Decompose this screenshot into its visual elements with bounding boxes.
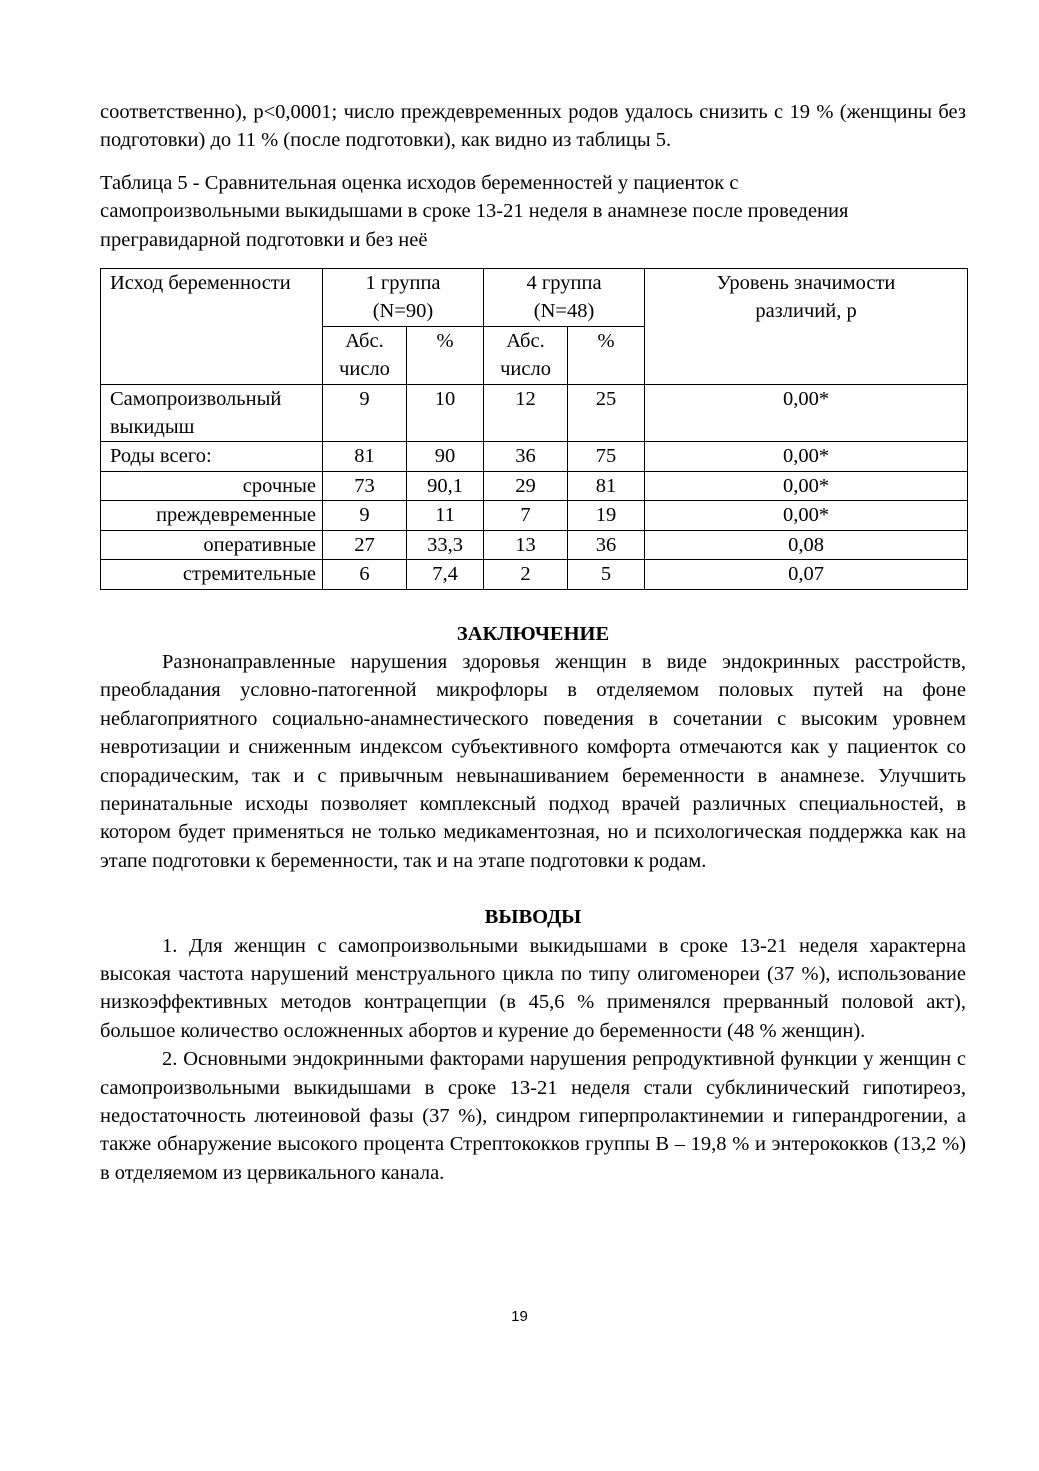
table-row (101, 384, 968, 442)
cell-g1-pct: 11 (407, 501, 484, 530)
cell-p: 0,00* (645, 471, 968, 500)
row-label: стремительные (101, 560, 323, 589)
cell-p: 0,08 (645, 530, 968, 559)
cell-g1-abs: 9 (323, 384, 407, 442)
cell-g4-abs: 36 (484, 442, 568, 471)
cell-p: 0,07 (645, 560, 968, 589)
page-number: 19 (511, 1308, 528, 1325)
conclusion-heading: ЗАКЛЮЧЕНИЕ (456, 622, 610, 645)
cell-g4-abs: 2 (484, 560, 568, 589)
sub-abs-group1: Абс. число (323, 326, 407, 384)
cell-g4-pct: 19 (568, 501, 645, 530)
cell-g1-pct: 10 (407, 384, 484, 442)
cell-g4-abs: 12 (484, 384, 568, 442)
cell-g1-abs: 73 (323, 471, 407, 500)
cell-g4-pct: 36 (568, 530, 645, 559)
finding-1: 1. Для женщин с самопроизвольными выкидышами в сроке 13-21 неделя характерна высокая частота нарушений менструального цикла по типу олигоменореи (37 %), использование низкоэффективных методов контрацепции (в 45,6 % применялся прерванный половой акт), большое количество осложненных абортов и курение до беременности (48 % женщин). (100, 934, 966, 1042)
row-label: преждевременные (101, 501, 323, 530)
cell-g4-pct: 75 (568, 442, 645, 471)
table-row (101, 560, 968, 589)
cell-g4-pct: 81 (568, 471, 645, 500)
table-header-row (101, 269, 968, 327)
row-label: Роды всего: (101, 442, 323, 471)
header-significance: Уровень значимости различий, р (645, 269, 968, 385)
sub-pct-group4: % (568, 326, 645, 384)
header-outcome: Исход беременности (101, 269, 323, 385)
cell-p: 0,00* (645, 442, 968, 471)
table-caption: Таблица 5 - Сравнительная оценка исходов беременностей у пациенток с самопроизвольными выкидышами в сроке 13-21 неделя в анамнезе после проведения прегравидарной подготовки и без неё (100, 171, 849, 251)
table-row (101, 501, 968, 530)
cell-g1-pct: 33,3 (407, 530, 484, 559)
table-row (101, 530, 968, 559)
cell-g1-abs: 9 (323, 501, 407, 530)
row-label: оперативные (101, 530, 323, 559)
cell-p: 0,00* (645, 501, 968, 530)
sub-abs-group4: Абс. число (484, 326, 568, 384)
cell-g4-abs: 29 (484, 471, 568, 500)
table-row (101, 442, 968, 471)
intro-paragraph: соответственно), p<0,0001; число преждевременных родов удалось снизить с 19 % (женщины без подготовки) до 11 % (после подготовки), как видно из таблицы 5. (100, 101, 966, 152)
header-group1: 1 группа (N=90) (323, 269, 484, 327)
row-label: срочные (101, 471, 323, 500)
cell-g1-abs: 6 (323, 560, 407, 589)
findings-heading: ВЫВОДЫ (484, 906, 582, 929)
header-group4: 4 группа (N=48) (484, 269, 645, 327)
cell-g1-pct: 90,1 (407, 471, 484, 500)
cell-g1-pct: 90 (407, 442, 484, 471)
cell-g4-abs: 7 (484, 501, 568, 530)
sub-pct-group1: % (407, 326, 484, 384)
cell-g1-pct: 7,4 (407, 560, 484, 589)
outcomes-table (100, 268, 968, 589)
cell-g4-pct: 5 (568, 560, 645, 589)
cell-g4-abs: 13 (484, 530, 568, 559)
cell-g1-abs: 81 (323, 442, 407, 471)
table-row (101, 471, 968, 500)
row-label: Самопроизвольный выкидыш (101, 384, 323, 442)
cell-p: 0,00* (645, 384, 968, 442)
conclusion-paragraph: Разнонаправленные нарушения здоровья женщин в виде эндокринных расстройств, преобладания условно-патогенной микрофлоры в отделяемом половых путей на фоне неблагоприятного социально-анамнестического поведения в сочетании с высоким уровнем невротизации и сниженным индексом субъективного комфорта отмечаются как у пациенток со спорадическим, так и с привычным невынашиванием беременности в анамнезе. Улучшить перинатальные исходы позволяет комплексный подход врачей различных специальностей, в котором будет применяться не только медикаментозная, но и психологическая поддержка как на этапе подготовки к беременности, так и на этапе подготовки к родам. (100, 650, 966, 872)
document-page (100, 98, 966, 1187)
finding-2: 2. Основными эндокринными факторами нарушения репродуктивной функции у женщин с самопроизвольными выкидышами в сроке 13-21 неделя стали субклинический гипотиреоз, недостаточность лютеиновой фазы (37 %), синдром гиперпролактинемии и гиперандрогении, а также обнаружение высокого процента Стрептококков группы В – 19,8 % и энтерококков (13,2 %) в отделяемом из цервикального канала. (100, 1048, 966, 1184)
cell-g1-abs: 27 (323, 530, 407, 559)
cell-g4-pct: 25 (568, 384, 645, 442)
